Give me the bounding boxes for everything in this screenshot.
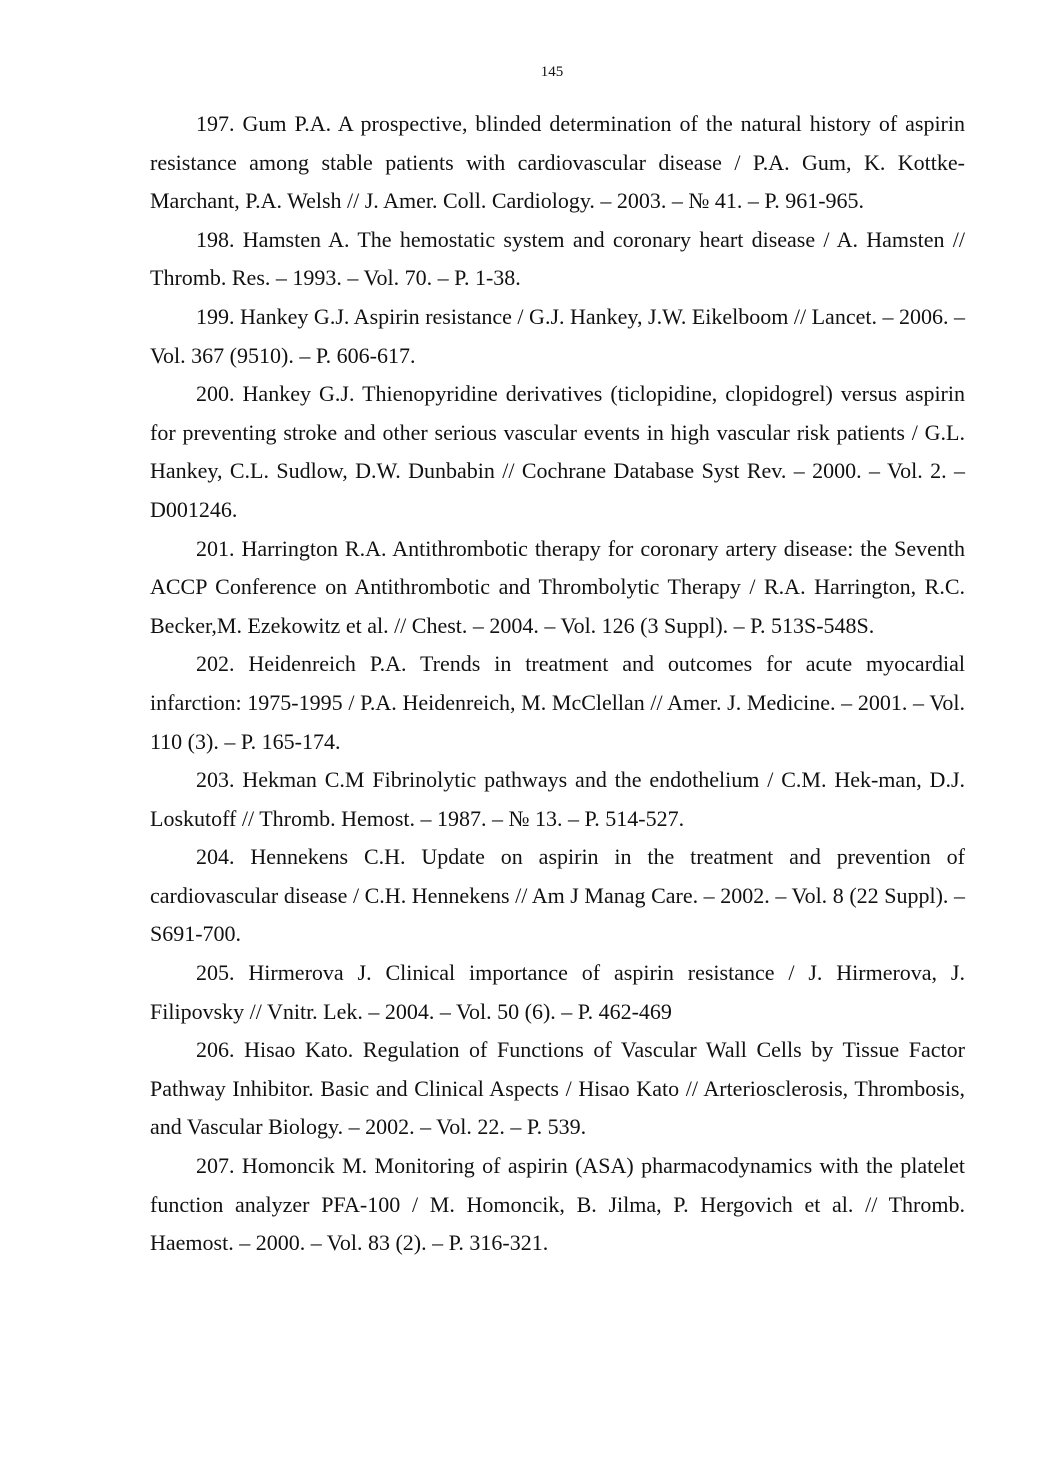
reference-item: 205. Hirmerova J. Clinical importance of aspirin resistance / J. Hirmerova, J. Filipovsky // Vnitr. Lek. – 2004. – Vol. 50 (6). – P. 462-469: [150, 960, 965, 1024]
reference-item: 202. Heidenreich P.A. Trends in treatment and outcomes for acute myocardial infarction: 1975-1995 / P.A. Heidenreich, M. McClellan // Amer. J. Medicine. – 2001. – Vol. 110 (3). – P. 165-174.: [150, 651, 965, 754]
page-number: 145: [540, 64, 564, 80]
reference-item: 200. Hankey G.J. Thienopyridine derivatives (ticlopidine, clopidogrel) versus aspirin for preventing stroke and other serious vascular events in high vascular risk patients / G.L. Hankey, C.L. Sudlow, D.W. Dunbabin // Cochrane Database Syst Rev. – 2000. – Vol. 2. – D001246.: [150, 381, 965, 522]
reference-item: 199. Hankey G.J. Aspirin resistance / G.J. Hankey, J.W. Eikelboom // Lancet. – 2006. – Vol. 367 (9510). – P. 606-617.: [150, 303, 965, 368]
reference-item: 198. Hamsten A. The hemostatic system and coronary heart disease / A. Hamsten // Thromb. Res. – 1993. – Vol. 70. – P. 1-38.: [150, 226, 965, 291]
reference-item: 204. Hennekens C.H. Update on aspirin in the treatment and prevention of cardiovascular disease / C.H. Hennekens // Am J Manag Care. – 2002. – Vol. 8 (22 Suppl). – S691-700.: [150, 844, 965, 947]
reference-list: [150, 105, 965, 1263]
reference-item: 206. Hisao Kato. Regulation of Functions of Vascular Wall Cells by Tissue Factor Pathway Inhibitor. Basic and Clinical Aspects / Hisao Kato // Arteriosclerosis, Thrombosis, and Vascular Biology. – 2002. – Vol. 22. – P. 539.: [150, 1037, 965, 1140]
reference-item: 201. Harrington R.A. Antithrombotic therapy for coronary artery disease: the Seventh ACCP Conference on Antithrombotic and Thrombolytic Therapy / R.A. Harrington, R.C. Becker,M. Ezekowitz et al. // Chest. – 2004. – Vol. 126 (3 Suppl). – P. 513S-548S.: [150, 535, 965, 638]
reference-item: 203. Hekman C.M Fibrinolytic pathways and the endothelium / C.M. Hek-man, D.J. Loskutoff // Thromb. Hemost. – 1987. – № 13. – P. 514-527.: [150, 767, 965, 831]
reference-item: 207. Homoncik M. Monitoring of aspirin (ASA) pharmacodynamics with the platelet function analyzer PFA-100 / M. Homoncik, B. Jilma, P. Hergovich et al. // Thromb. Haemost. – 2000. – Vol. 83 (2). – P. 316-321.: [150, 1153, 965, 1256]
reference-item: 197. Gum P.A. A prospective, blinded determination of the natural history of aspirin resistance among stable patients with cardiovascular disease / P.A. Gum, K. Kottke-Marchant, P.A. Welsh // J. Amer. Coll. Cardiology. – 2003. – № 41. – P. 961-965.: [150, 111, 965, 214]
